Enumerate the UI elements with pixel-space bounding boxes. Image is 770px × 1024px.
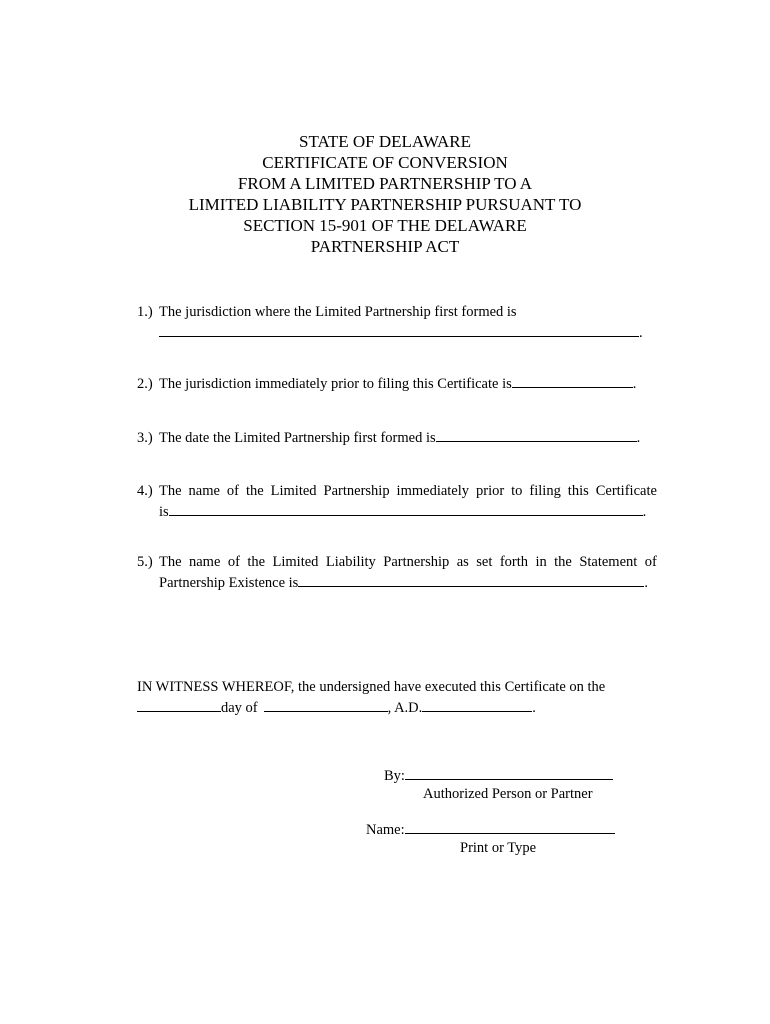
item-5-number: 5.) xyxy=(137,554,153,570)
item-1-text: The jurisdiction where the Limited Partnership first formed is xyxy=(159,304,517,320)
item-4-number: 4.) xyxy=(137,483,153,499)
item-4 xyxy=(137,481,657,522)
by-caption: Authorized Person or Partner xyxy=(423,786,593,802)
document-title xyxy=(0,131,770,257)
item-3-period: . xyxy=(636,430,641,446)
witness-day-of: day of xyxy=(221,700,258,716)
title-line-4: LIMITED LIABILITY PARTNERSHIP PURSUANT TO xyxy=(188,195,582,214)
item-4-word: immediately xyxy=(396,483,470,499)
item-4-word: filing xyxy=(529,483,561,499)
item-4-word: to xyxy=(511,483,523,499)
item-5-word: the xyxy=(247,554,266,570)
item-5-word: Liability xyxy=(325,554,376,570)
item-5-period: . xyxy=(644,575,648,591)
title-line-2: CERTIFICATE OF CONVERSION xyxy=(262,153,508,172)
item-5-word: Statement xyxy=(579,554,638,570)
item-1 xyxy=(137,302,657,343)
item-5-text xyxy=(159,552,657,572)
name-line xyxy=(366,819,615,840)
name-blank[interactable] xyxy=(405,819,615,834)
item-3 xyxy=(137,427,657,448)
item-3-text: The date the Limited Partnership first formed is xyxy=(159,430,436,446)
item-2 xyxy=(137,373,657,394)
item-5-word: as xyxy=(456,554,469,570)
item-4-word: the xyxy=(245,483,264,499)
by-label: By: xyxy=(384,768,405,784)
item-5-word: in xyxy=(535,554,547,570)
witness-month-blank[interactable] xyxy=(264,697,388,712)
item-4-word: The xyxy=(159,483,182,499)
witness-year-blank[interactable] xyxy=(422,697,532,712)
item-2-number: 2.) xyxy=(137,376,153,392)
item-5-word: the xyxy=(554,554,572,570)
item-5-word: set xyxy=(476,554,493,570)
title-line-1: STATE OF DELAWARE xyxy=(299,132,471,151)
witness-clause xyxy=(137,677,657,718)
item-1-number: 1.) xyxy=(137,304,153,320)
item-5-word: of xyxy=(644,554,657,570)
item-4-period: . xyxy=(642,504,647,520)
title-line-6: PARTNERSHIP ACT xyxy=(310,237,460,256)
item-4-word: Partnership xyxy=(323,483,390,499)
witness-day-blank[interactable] xyxy=(137,697,221,712)
witness-line-1: IN WITNESS WHEREOF, the undersigned have executed this Certificate on the xyxy=(137,679,606,695)
by-line xyxy=(384,765,613,786)
item-2-blank[interactable] xyxy=(512,373,633,388)
title-line-3: FROM A LIMITED PARTNERSHIP TO A xyxy=(237,174,533,193)
item-4-word: name xyxy=(188,483,220,499)
name-caption: Print or Type xyxy=(460,840,537,856)
item-4-word: of xyxy=(226,483,239,499)
item-2-period: . xyxy=(632,376,637,392)
item-3-blank[interactable] xyxy=(436,427,637,442)
item-2-text: The jurisdiction immediately prior to filing this Certificate is xyxy=(159,376,512,392)
item-4-word: Limited xyxy=(270,483,317,499)
item-5-word: of xyxy=(227,554,240,570)
item-5-blank[interactable] xyxy=(298,572,644,587)
item-4-word: this xyxy=(567,483,589,499)
item-4-word: Certificate xyxy=(595,483,657,499)
item-1-period: . xyxy=(639,325,643,341)
item-5-word: name xyxy=(188,554,221,570)
item-5-word: Limited xyxy=(272,554,319,570)
witness-period: . xyxy=(532,700,536,716)
item-5-word: forth xyxy=(499,554,528,570)
witness-ad: , A.D. xyxy=(387,700,423,716)
item-5 xyxy=(137,552,657,593)
name-label: Name: xyxy=(366,822,405,838)
item-3-number: 3.) xyxy=(137,430,153,446)
item-4-word: prior xyxy=(476,483,505,499)
item-5-word: The xyxy=(159,554,182,570)
item-5-word: Partnership xyxy=(383,554,450,570)
item-1-blank[interactable] xyxy=(159,322,639,337)
item-5-continuation: Partnership Existence is xyxy=(159,575,299,591)
title-line-5: SECTION 15-901 OF THE DELAWARE xyxy=(243,216,527,235)
by-signature-blank[interactable] xyxy=(405,765,613,780)
item-4-blank[interactable] xyxy=(169,501,643,516)
item-4-text xyxy=(159,481,657,501)
item-4-continuation: is xyxy=(159,504,169,520)
